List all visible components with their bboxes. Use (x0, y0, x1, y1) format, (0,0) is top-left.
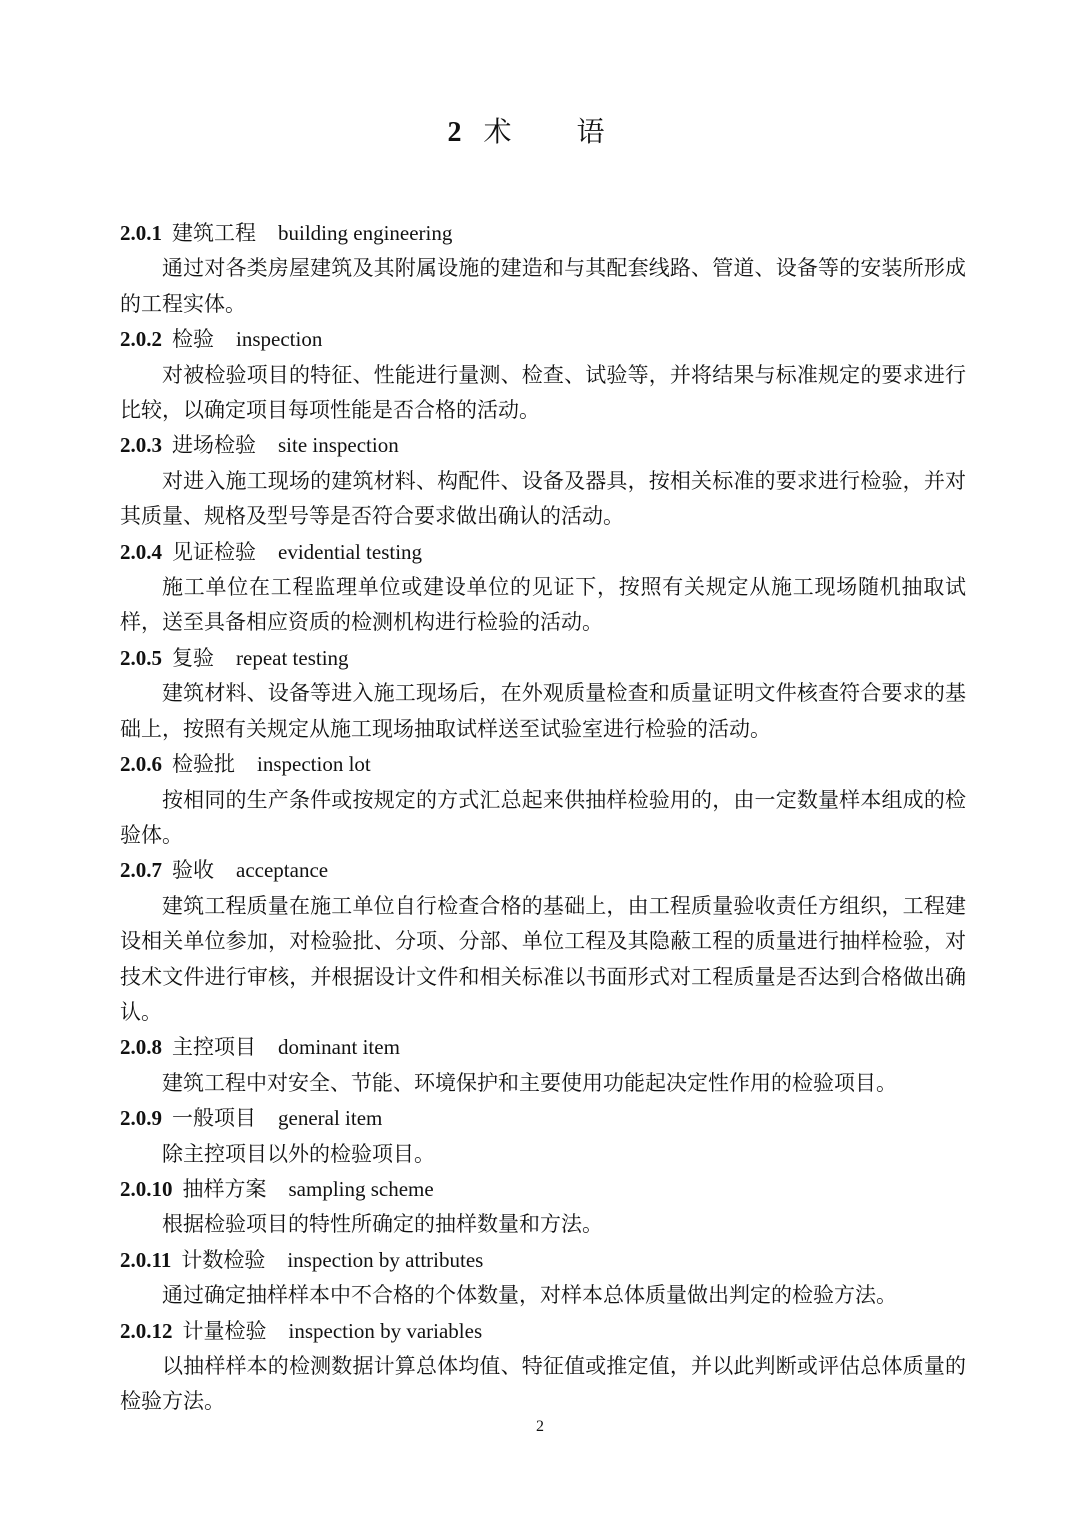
term-number: 2.0.11 (120, 1247, 172, 1272)
term-definition: 通过确定抽样样本中不合格的个体数量，对样本总体质量做出判定的检验方法。 (162, 1283, 897, 1308)
term-chinese: 计量检验 (182, 1318, 267, 1343)
term-definition: 根据检验项目的特性所确定的抽样数量和方法。 (162, 1212, 603, 1237)
term-definition: 对进入施工现场的建筑材料、构配件、设备及器具，按相关标准的要求进行检验，并对其质量、规格及型号等是否符合要求做出确认的活动。 (120, 468, 966, 529)
term-chinese: 主控项目 (172, 1035, 256, 1060)
term-2-0-12 (120, 1314, 966, 1420)
term-heading (120, 1030, 966, 1065)
term-chinese: 验收 (172, 858, 214, 883)
term-heading (120, 1314, 966, 1349)
term-number: 2.0.3 (120, 433, 162, 458)
term-number: 2.0.8 (120, 1035, 162, 1060)
term-number: 2.0.12 (120, 1318, 173, 1343)
term-definition: 对被检验项目的特征、性能进行量测、检查、试验等，并将结果与标准规定的要求进行比较，以确定项目每项性能是否合格的活动。 (120, 362, 966, 423)
term-number: 2.0.10 (120, 1176, 173, 1201)
term-english: repeat testing (236, 645, 349, 670)
term-2-0-2 (120, 322, 966, 428)
term-chinese: 检验批 (172, 752, 235, 777)
term-definition: 施工单位在工程监理单位或建设单位的见证下，按照有关规定从施工现场随机抽取试样，送至具备相应资质的检测机构进行检验的活动。 (120, 575, 966, 635)
term-definition: 建筑材料、设备等进入施工现场后，在外观质量检查和质量证明文件核查符合要求的基础上，按照有关规定从施工现场抽取试样送至试验室进行检验的活动。 (120, 681, 966, 741)
term-number: 2.0.6 (120, 752, 162, 777)
term-english: inspection by variables (288, 1318, 483, 1343)
term-chinese: 抽样方案 (182, 1176, 267, 1201)
term-english: evidential testing (278, 539, 423, 564)
term-definition: 按相同的生产条件或按规定的方式汇总起来供抽样检验用的，由一定数量样本组成的检验体。 (120, 787, 966, 847)
term-heading (120, 1243, 966, 1278)
term-definition: 除主控项目以外的检验项目。 (162, 1141, 435, 1166)
term-heading (120, 1172, 966, 1207)
term-definition: 通过对各类房屋建筑及其附属设施的建造和与其配套线路、管道、设备等的安装所形成的工程实体。 (120, 256, 966, 316)
term-english: building engineering (278, 221, 453, 245)
page-number: 2 (536, 1418, 544, 1435)
terms-section (120, 216, 966, 1420)
term-number: 2.0.5 (120, 645, 162, 670)
term-chinese: 一般项目 (172, 1106, 256, 1131)
term-chinese: 检验 (172, 327, 214, 352)
term-2-0-8 (120, 1030, 966, 1101)
term-2-0-4 (120, 535, 966, 641)
term-english: sampling scheme (288, 1176, 434, 1201)
term-2-0-10 (120, 1172, 966, 1243)
term-heading (120, 216, 966, 251)
term-definition: 建筑工程中对安全、节能、环境保护和主要使用功能起决定性作用的检验项目。 (162, 1070, 897, 1095)
term-2-0-6 (120, 747, 966, 853)
term-2-0-11 (120, 1243, 966, 1314)
term-number: 2.0.7 (120, 858, 162, 883)
term-2-0-9 (120, 1101, 966, 1172)
term-english: site inspection (278, 433, 399, 458)
term-chinese: 计数检验 (181, 1247, 266, 1272)
term-heading (120, 535, 966, 570)
term-chinese: 建筑工程 (172, 221, 256, 245)
term-number: 2.0.9 (120, 1106, 162, 1131)
term-definition: 以抽样样本的检测数据计算总体均值、特征值或推定值，并以此判断或评估总体质量的检验方法。 (120, 1354, 966, 1414)
chapter-title-text: 术 语 (483, 115, 633, 148)
term-heading (120, 428, 966, 463)
term-english: inspection (236, 327, 323, 352)
term-number: 2.0.4 (120, 539, 162, 564)
term-chinese: 复验 (172, 645, 214, 670)
term-2-0-7 (120, 853, 966, 1030)
term-heading (120, 641, 966, 676)
term-2-0-3 (120, 428, 966, 534)
term-2-0-5 (120, 641, 966, 747)
chapter-number: 2 (447, 117, 462, 148)
term-heading (120, 322, 966, 357)
term-chinese: 进场检验 (172, 433, 256, 458)
term-number: 2.0.1 (120, 221, 162, 245)
term-chinese: 见证检验 (172, 539, 256, 564)
term-heading (120, 853, 966, 888)
chapter-title (0, 110, 1080, 155)
term-number: 2.0.2 (120, 327, 162, 352)
term-english: inspection by attributes (287, 1247, 484, 1272)
term-english: acceptance (236, 858, 329, 883)
term-heading (120, 747, 966, 782)
term-definition: 建筑工程质量在施工单位自行检查合格的基础上，由工程质量验收责任方组织，工程建设相关单位参加，对检验批、分项、分部、单位工程及其隐蔽工程的质量进行抽样检验，对技术文件进行审核，并根据设计文件和相关标准以书面形式对工程质量是否达到合格做出确认。 (120, 893, 966, 1024)
term-2-0-1 (120, 216, 966, 322)
term-english: general item (278, 1106, 383, 1131)
term-english: dominant item (278, 1035, 400, 1060)
term-heading (120, 1101, 966, 1136)
term-english: inspection lot (257, 752, 371, 777)
